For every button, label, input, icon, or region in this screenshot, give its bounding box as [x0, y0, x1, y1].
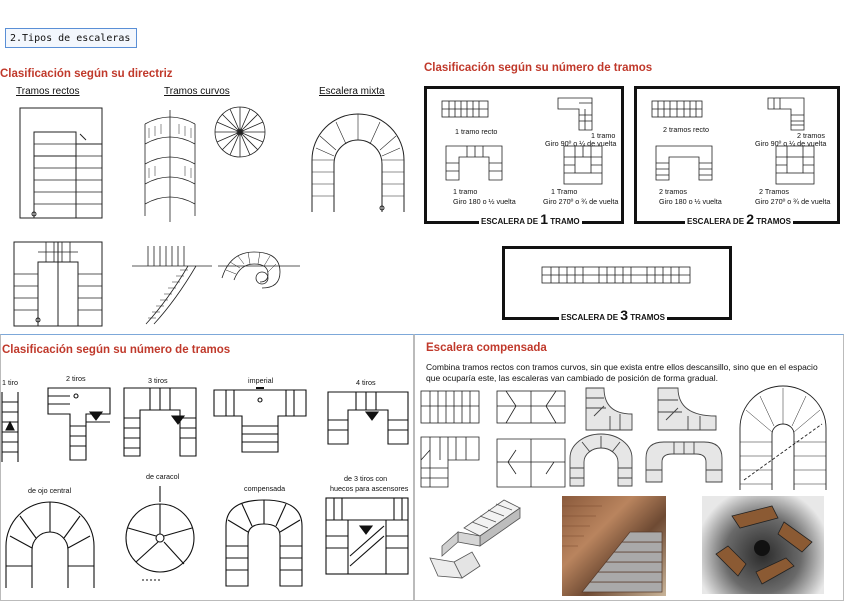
label-imperial: imperial — [248, 376, 274, 385]
stair-1-tramo-270 — [563, 145, 603, 185]
compensada-3d-wide — [644, 440, 724, 484]
sketch-imperial — [212, 386, 308, 454]
section-tag: 2.Tipos de escaleras — [5, 28, 137, 48]
compensada-3d-render-white — [424, 492, 544, 592]
label-tramos-curvos: Tramos curvos — [164, 86, 230, 97]
sketch-ojo-central — [2, 496, 98, 592]
box2-item-2: Giro 90º o ¼ de vuelta — [755, 139, 827, 148]
compensada-3d-1 — [584, 386, 634, 432]
stair-3-tramos — [541, 265, 691, 285]
box1-item-4: Giro 180 o ½ vuelta — [453, 197, 516, 206]
spiral-stair-plan — [212, 104, 268, 160]
box1-item-3: 1 tramo — [453, 187, 478, 196]
label-2-tiros: 2 tiros — [66, 374, 86, 383]
compensada-plan-4 — [496, 438, 566, 488]
sketch-caracol — [120, 484, 204, 584]
box-2-tramos — [634, 86, 840, 227]
mixed-stair-drawing — [308, 104, 408, 216]
brick-stair-steps — [562, 496, 666, 596]
stair-2-tramos-recto — [651, 99, 703, 119]
tramos-bottom-heading: Clasificación según su número de tramos — [2, 344, 231, 356]
label-tramos-rectos: Tramos rectos — [16, 86, 80, 97]
label-caracol: de caracol — [146, 472, 180, 481]
box1-item-0: 1 tramo recto — [455, 127, 498, 136]
compensada-photo-spiral-top — [702, 496, 824, 594]
stair-2-tramos-270 — [775, 145, 815, 185]
compensada-plan-1 — [420, 390, 480, 424]
compensada-3d-2 — [656, 386, 718, 432]
box2-item-1: 2 tramos — [797, 131, 825, 140]
sketch-2-tiros — [46, 386, 112, 462]
compensada-plan-3 — [420, 436, 480, 488]
spiral-stair-elevation — [135, 104, 205, 224]
compensada-3d-arch — [568, 432, 634, 488]
curved-stair-plan — [214, 244, 304, 294]
box1-item-6: Giro 270º o ¾ de vuelta — [543, 197, 619, 206]
box1-item-5: 1 Tramo — [551, 187, 578, 196]
box1-caption: ESCALERA DE 1 TRAMO — [481, 211, 580, 227]
u-stair-drawing — [12, 240, 104, 328]
stair-1-tramo-recto — [441, 99, 489, 119]
box-3-tramos — [502, 246, 732, 323]
label-huecos-ascensores: huecos para ascensores — [330, 484, 409, 493]
label-escalera-mixta: Escalera mixta — [319, 86, 385, 97]
spiral-top-steps — [702, 496, 824, 594]
box3-caption: ESCALERA DE 3 TRAMOS — [561, 307, 665, 323]
stair-1-tramo-180 — [445, 145, 503, 181]
box1-item-1: 1 tramo — [591, 131, 616, 140]
compensada-heading: Escalera compensada — [426, 342, 547, 354]
sketch-compensada — [222, 496, 306, 588]
compensada-arch-drawing — [738, 384, 828, 492]
sketch-1-tiro — [0, 390, 22, 466]
box2-item-4: Giro 180 o ½ vuelta — [659, 197, 722, 206]
label-ojo-central: de ojo central — [28, 486, 72, 495]
label-3-tiros-huecos: de 3 tiros con — [344, 474, 388, 483]
stair-2-tramos-180 — [655, 145, 713, 181]
box2-item-3: 2 tramos — [659, 187, 687, 196]
label-3-tiros: 3 tiros — [148, 376, 168, 385]
label-1-tiro: 1 tiro — [2, 378, 18, 387]
sketch-4-tiros — [326, 390, 410, 446]
curved-stair-perspective — [128, 240, 214, 328]
stair-2-tramos-90 — [767, 97, 805, 131]
box2-caption: ESCALERA DE 2 TRAMOS — [687, 211, 791, 227]
box2-item-6: Giro 270º o ¾ de vuelta — [755, 197, 831, 206]
label-compensada: compensada — [244, 484, 286, 493]
box-1-tramo — [424, 86, 624, 227]
directriz-heading: Clasificación según su directriz — [0, 68, 173, 80]
label-4-tiros: 4 tiros — [356, 378, 376, 387]
tramos-top-heading: Clasificación según su número de tramos — [424, 62, 653, 74]
straight-stair-drawing — [18, 104, 104, 222]
box2-item-5: 2 Tramos — [759, 187, 789, 196]
box2-item-0: 2 tramos recto — [663, 125, 709, 134]
compensada-photo-brick-stair — [562, 496, 666, 596]
box1-item-2: Giro 90º o ¼ de vuelta — [545, 139, 617, 148]
compensada-plan-2 — [496, 390, 566, 424]
compensada-text: Combina tramos rectos con tramos curvos, sin que exista entre ellos descansillo, sino que en el espacio que ocuparía este, las escaleras van cambiado de posición de forma gradual. — [426, 362, 818, 383]
sketch-3-tiros — [122, 386, 198, 458]
sketch-3-tiros-huecos — [324, 496, 410, 576]
stair-1-tramo-90 — [557, 97, 593, 131]
